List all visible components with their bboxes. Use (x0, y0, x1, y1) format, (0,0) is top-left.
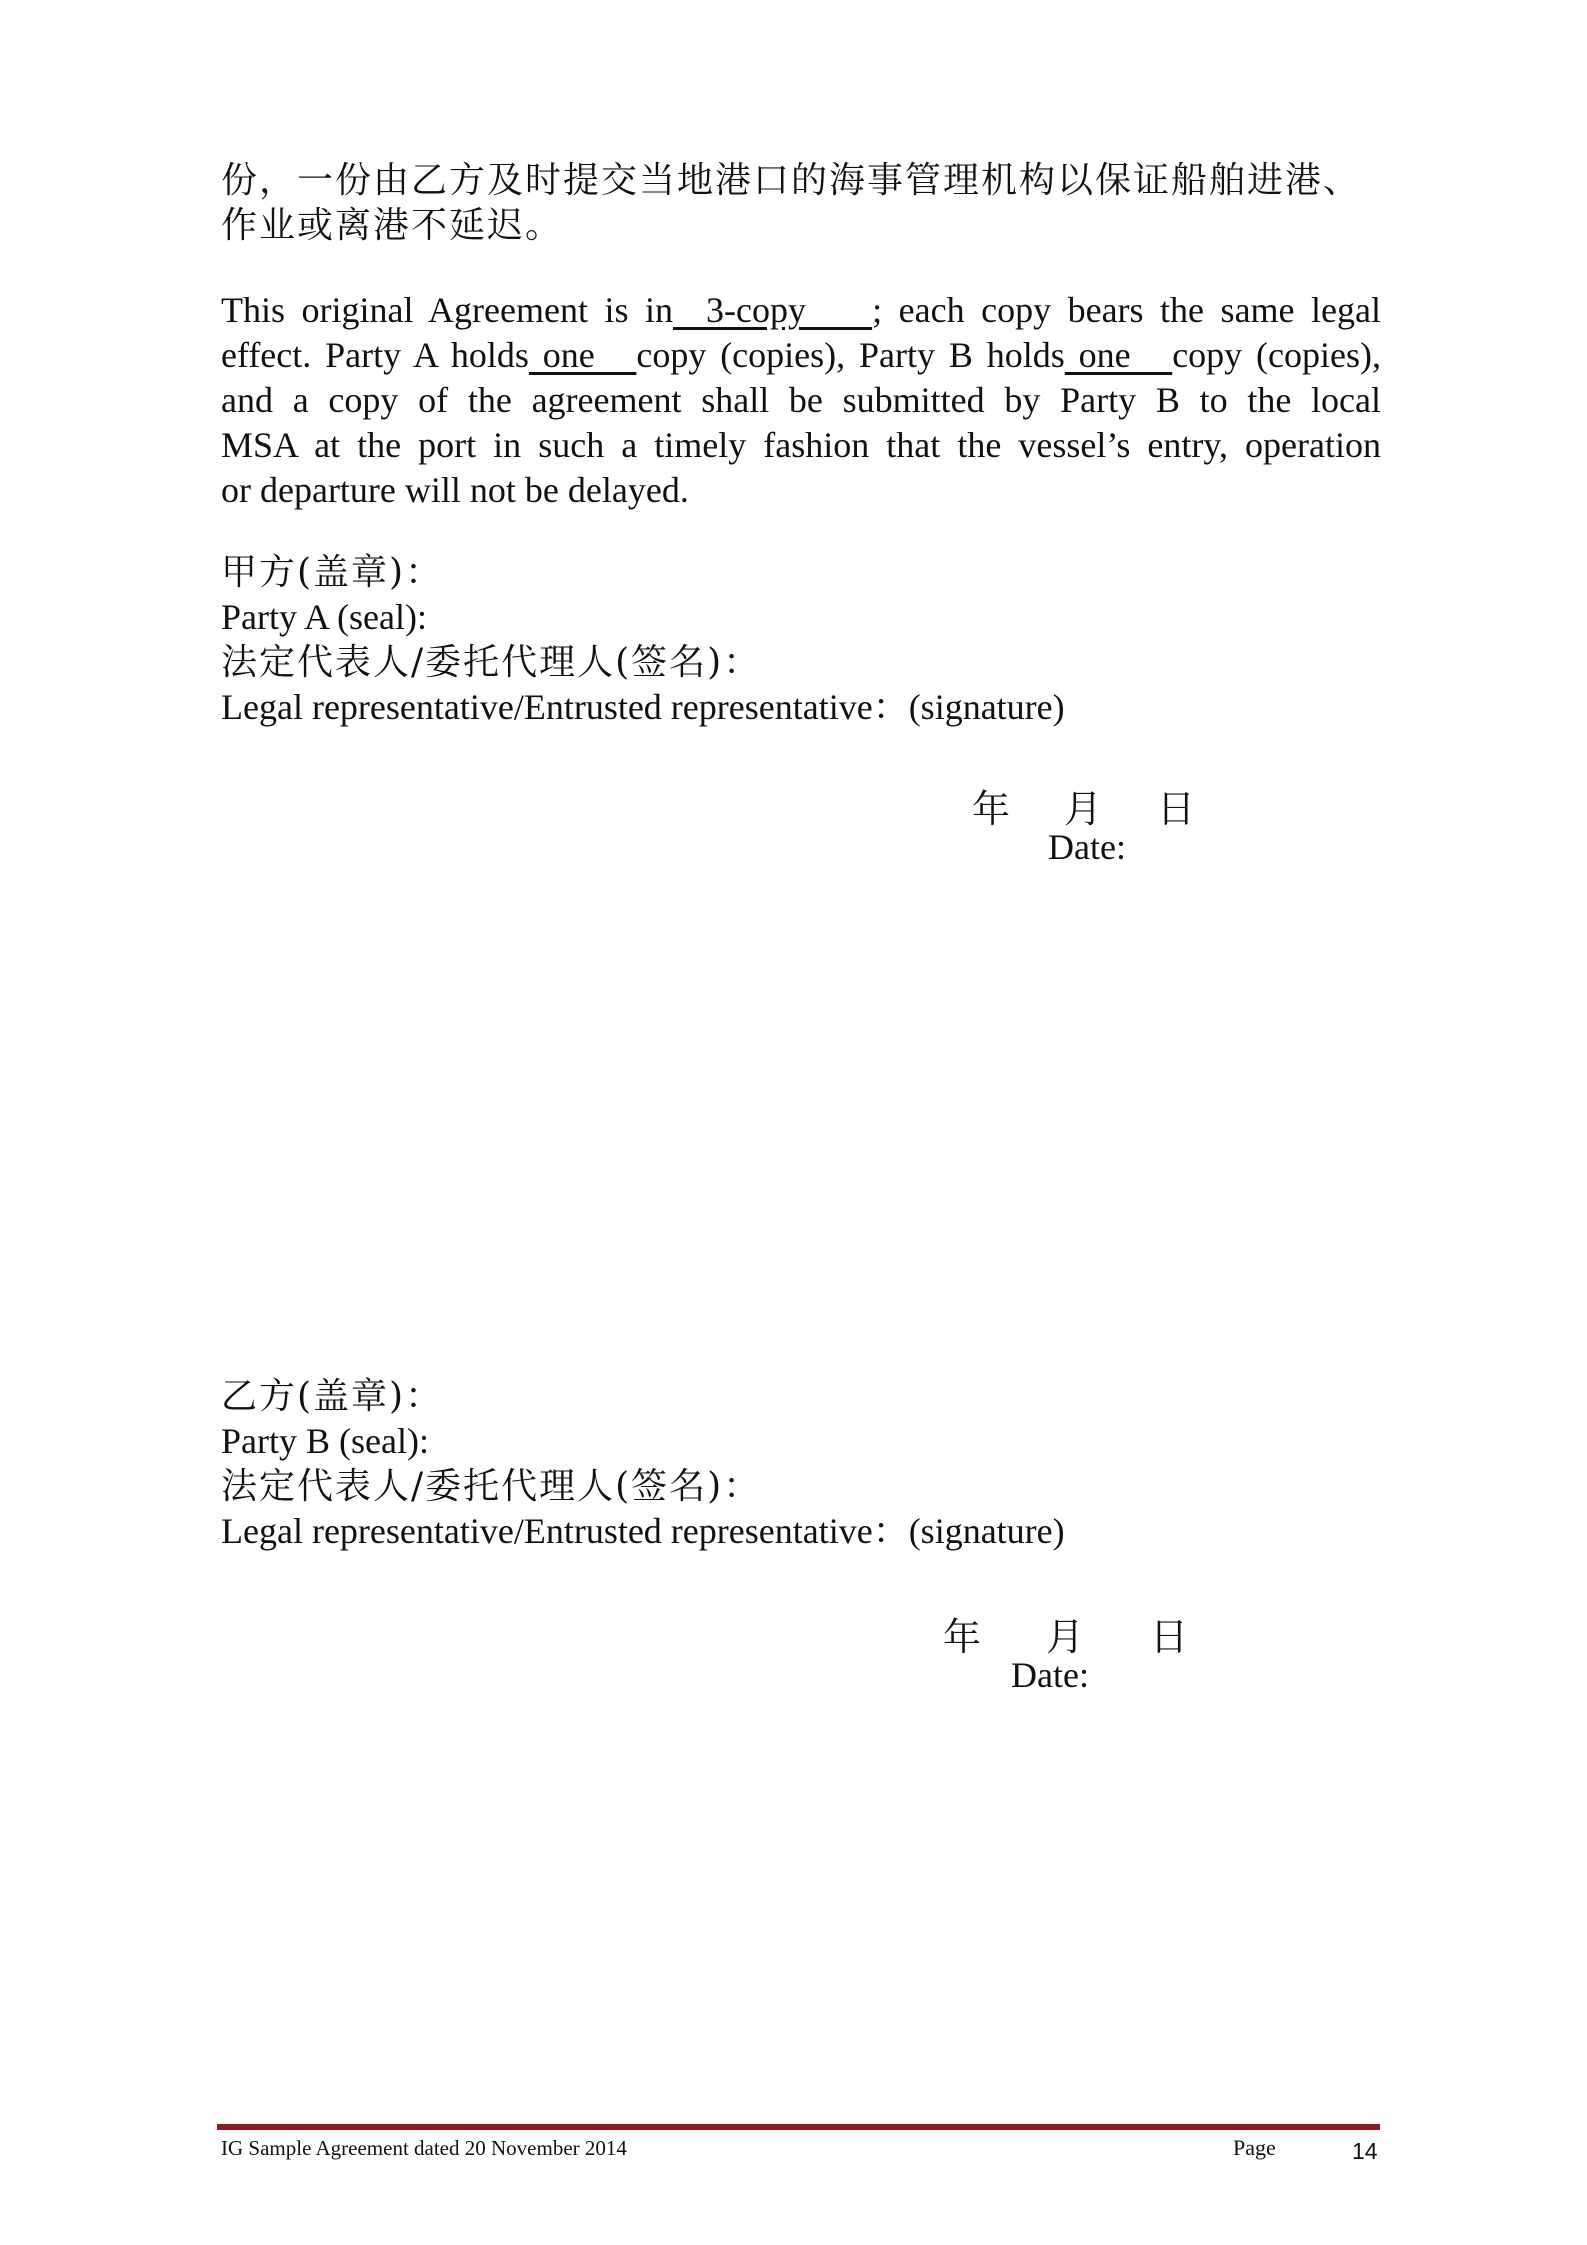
clause-chinese-line-1: 份，一份由乙方及时提交当地港口的海事管理机构以保证船舶进港、 (221, 160, 1362, 201)
footer-page-number: 14 (1352, 2138, 1378, 2164)
party-b-representative-label-zh: 法定代表人/委托代理人(签名)： (221, 1466, 762, 1507)
party-b-seal-label-zh: 乙方(盖章)： (221, 1376, 444, 1417)
party-b-copies-blank: one (1064, 335, 1173, 375)
clause-english-line-3: and a copy of the agreement shall be submitted by Party B to the local (221, 380, 1381, 420)
footer-document-title: IG Sample Agreement dated 20 November 2014 (221, 2136, 627, 2160)
party-a-representative-label: Legal representative/Entrusted representative：(signature) (221, 687, 1065, 727)
party-b-day-label: 日 (1150, 1615, 1189, 1659)
party-a-month-label: 月 (1064, 787, 1103, 831)
clause-english-line-4: MSA at the port in such a timely fashion that the vessel’s entry, operation (221, 425, 1381, 465)
clause-english-line-5: or departure will not be delayed. (221, 470, 689, 510)
footer-page-label: Page (1233, 2135, 1276, 2160)
copies-count-blank: 3-copy (673, 290, 873, 330)
party-a-signature-block (221, 550, 1381, 730)
party-b-date-label: Date: (1011, 1655, 1089, 1695)
footer-divider (217, 2124, 1380, 2130)
party-b-signature-block (221, 1374, 1381, 1554)
party-a-representative-label-zh: 法定代表人/委托代理人(签名)： (221, 642, 762, 683)
clause-chinese (221, 158, 1381, 248)
party-a-day-label: 日 (1157, 787, 1196, 831)
party-a-copies-blank: one (528, 335, 637, 375)
party-a-seal-label-zh: 甲方(盖章)： (221, 552, 444, 593)
clause-chinese-line-2: 作业或离港不延迟。 (221, 205, 564, 246)
party-b-seal-label: Party B (seal): (221, 1421, 429, 1461)
clause-english-line-2: effect. Party A holds one copy (copies), Party B holds one copy (copies), (221, 335, 1381, 375)
party-a-date-label: Date: (1048, 827, 1126, 867)
party-a-seal-label: Party A (seal): (221, 597, 427, 637)
party-a-year-label: 年 (972, 787, 1011, 831)
clause-english-line-1: This original Agreement is in 3-copy ; each copy bears the same legal (221, 290, 1382, 330)
party-b-year-label: 年 (943, 1615, 982, 1659)
party-b-month-label: 月 (1046, 1615, 1085, 1659)
clause-english (221, 288, 1381, 513)
party-b-representative-label: Legal representative/Entrusted representative：(signature) (221, 1511, 1065, 1551)
